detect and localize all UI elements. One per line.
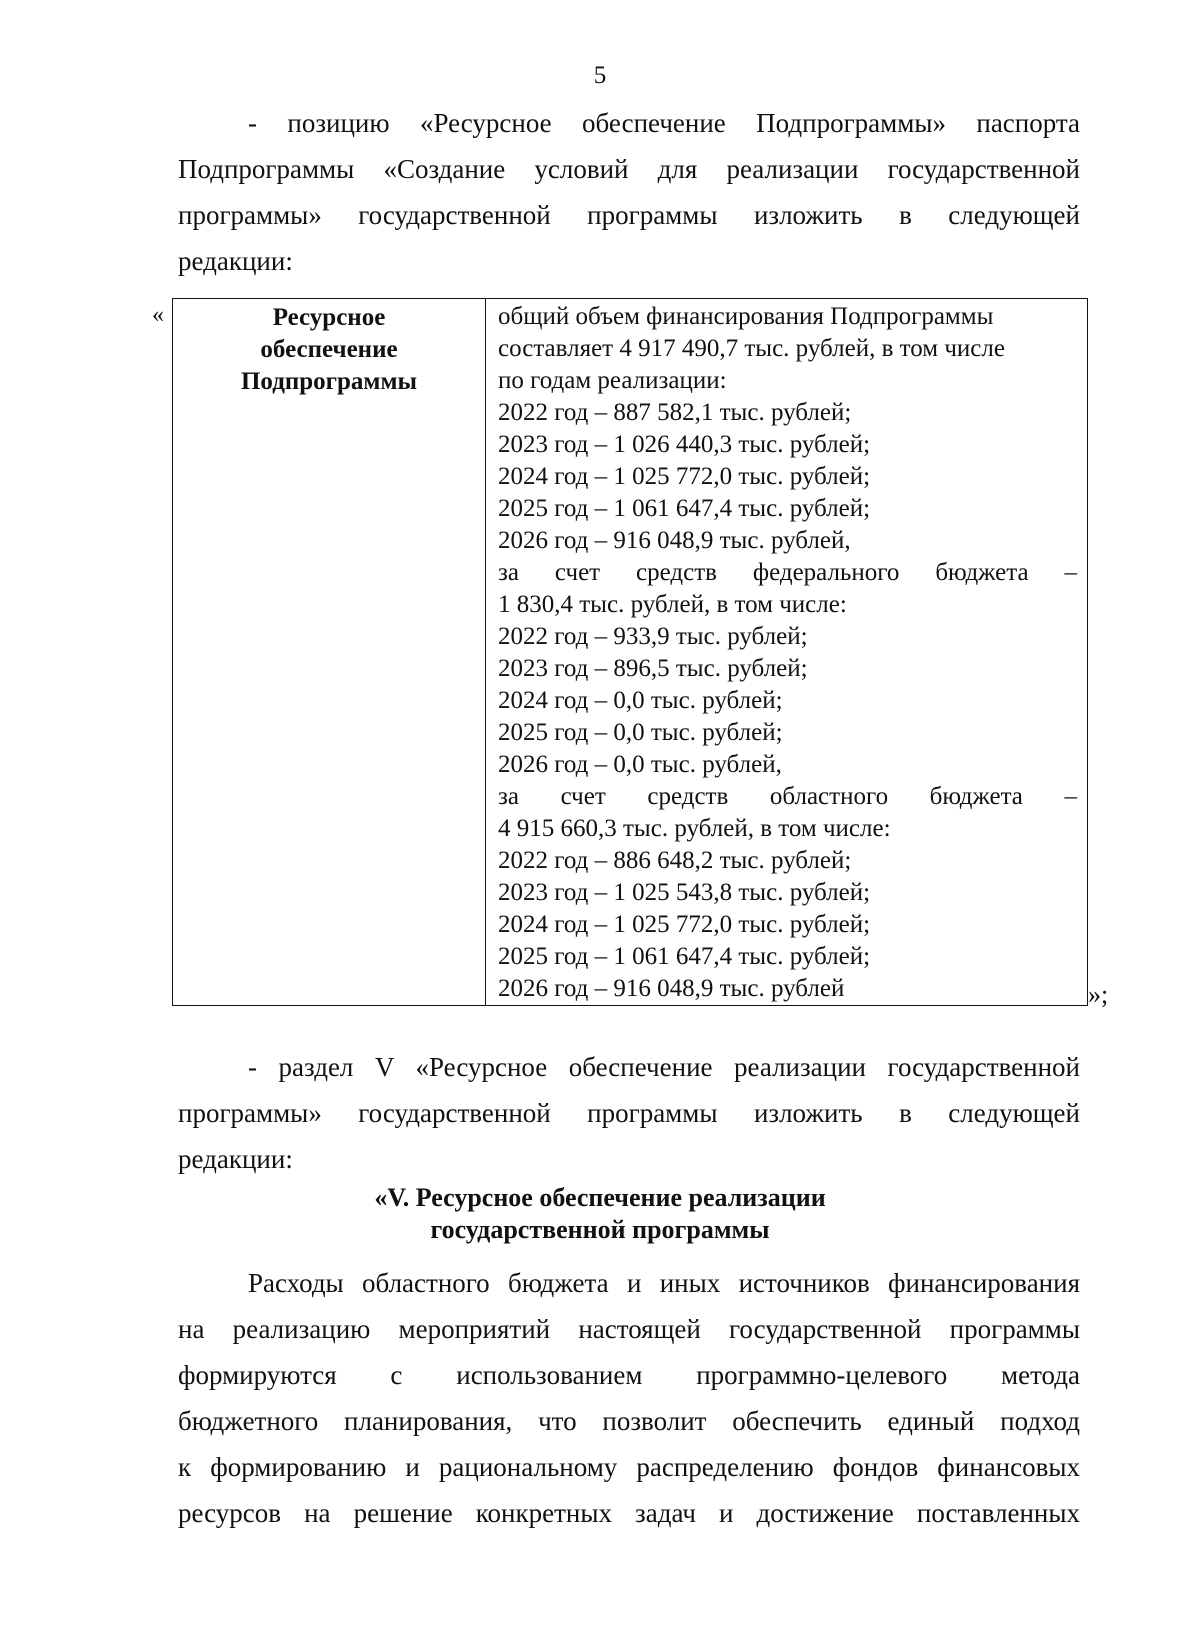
body-line-2: на реализацию мероприятий настоящей государственной программы (178, 1314, 1080, 1344)
value-line: за счет средств федерального бюджета – (498, 559, 1077, 586)
table-row (173, 299, 1088, 1006)
value-line: 2024 год – 0,0 тыс. рублей; (498, 687, 783, 714)
intro-line-2: Подпрограммы «Создание условий для реализации государственной (178, 154, 1080, 184)
body-line-6: ресурсов на решение конкретных задач и достижение поставленных (178, 1498, 1080, 1528)
value-line: 2026 год – 916 048,9 тыс. рублей (498, 975, 845, 1002)
resource-table (172, 298, 1088, 1006)
section-title (0, 1182, 1200, 1246)
body-line-1: Расходы областного бюджета и иных источников финансирования (248, 1268, 1080, 1298)
value-line: составляет 4 917 490,7 тыс. рублей, в том числе (498, 335, 1005, 362)
body-line-5: к формированию и рациональному распределению фондов финансовых (178, 1452, 1080, 1482)
value-line: 2025 год – 0,0 тыс. рублей; (498, 719, 783, 746)
value-line: по годам реализации: (498, 367, 727, 394)
intro-line-3: программы» государственной программы изложить в следующей (178, 200, 1080, 230)
heading-line: обеспечение (260, 336, 398, 363)
body-line-4: бюджетного планирования, что позволит обеспечить единый подход (178, 1406, 1080, 1436)
intro-paragraph (178, 100, 1080, 284)
value-line: за счет средств областного бюджета – (498, 783, 1077, 810)
heading-line: Ресурсное (272, 304, 386, 331)
value-line: общий объем финансирования Подпрограммы (498, 303, 994, 330)
page-number: 5 (593, 62, 607, 89)
heading-line: Подпрограммы (240, 368, 417, 395)
opening-quote: « (152, 302, 164, 328)
intro-line-1: - позицию «Ресурсное обеспечение Подпрограммы» паспорта (248, 108, 1080, 138)
value-line: 2023 год – 1 025 543,8 тыс. рублей; (498, 879, 871, 906)
second-line-3: редакции: (178, 1144, 293, 1174)
value-line: 2023 год – 1 026 440,3 тыс. рублей; (498, 431, 871, 458)
value-line: 2023 год – 896,5 тыс. рублей; (498, 655, 808, 682)
second-line-1: - раздел V «Ресурсное обеспечение реализации государственной (248, 1052, 1080, 1082)
table-value-cell (486, 299, 1088, 1006)
second-paragraph (178, 1044, 1080, 1182)
value-line: 2024 год – 1 025 772,0 тыс. рублей; (498, 463, 871, 490)
value-line: 2026 год – 0,0 тыс. рублей, (498, 751, 782, 778)
value-line: 2025 год – 1 061 647,4 тыс. рублей; (498, 495, 871, 522)
value-line: 2026 год – 916 048,9 тыс. рублей, (498, 527, 851, 554)
section-title-line: государственной программы (430, 1215, 770, 1244)
section-title-line: «V. Ресурсное обеспечение реализации (374, 1183, 826, 1212)
body-line-3: формируются с использованием программно-целевого метода (178, 1360, 1080, 1390)
value-line: 2022 год – 886 648,2 тыс. рублей; (498, 847, 852, 874)
value-line: 2025 год – 1 061 647,4 тыс. рублей; (498, 943, 871, 970)
table-heading-cell (173, 299, 486, 1006)
value-line: 2022 год – 887 582,1 тыс. рублей; (498, 399, 852, 426)
value-line: 2024 год – 1 025 772,0 тыс. рублей; (498, 911, 871, 938)
body-paragraph (178, 1260, 1080, 1536)
value-line: 1 830,4 тыс. рублей, в том числе: (498, 591, 847, 618)
intro-line-4: редакции: (178, 246, 293, 276)
second-line-2: программы» государственной программы изложить в следующей (178, 1098, 1080, 1128)
value-line: 4 915 660,3 тыс. рублей, в том числе: (498, 815, 891, 842)
value-line: 2022 год – 933,9 тыс. рублей; (498, 623, 808, 650)
closing-quote: »; (1088, 980, 1109, 1009)
